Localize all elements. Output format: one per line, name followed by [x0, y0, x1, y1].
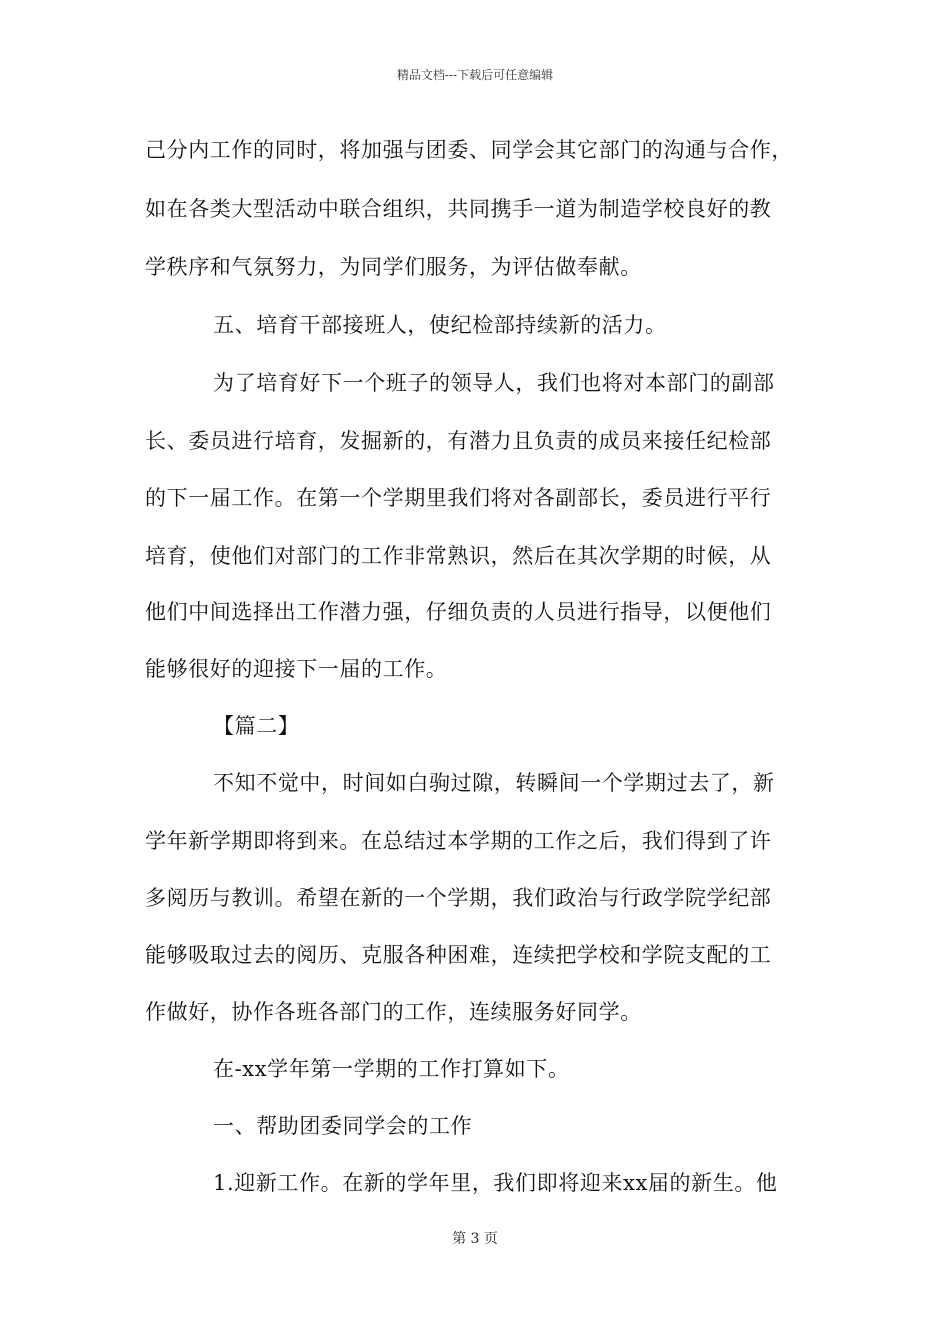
- text-line: 长、委员进行培育，发掘新的，有潜力且负责的成员来接任纪检部: [145, 429, 772, 453]
- section-heading: 五、培育干部接班人，使纪检部持续新的活力。: [213, 313, 667, 337]
- text-line: 1.迎新工作。在新的学年里，我们即将迎来xx届的新生。他: [213, 1171, 778, 1195]
- part-heading: 【篇二】: [213, 714, 300, 738]
- page-header: 精品文档---下载后可任意编辑: [396, 68, 554, 82]
- text-line: 不知不觉中，时间如白驹过隙，转瞬间一个学期过去了，新: [213, 771, 775, 795]
- text-line: 如在各类大型活动中联合组织，共同携手一道为制造学校良好的教: [145, 197, 772, 221]
- text-line: 他们中间选择出工作潜力强，仔细负责的人员进行指导，以便他们: [145, 600, 772, 624]
- text-line: 培育，使他们对部门的工作非常熟识，然后在其次学期的时候，从: [145, 544, 772, 568]
- page-number: 第 3 页: [452, 1231, 498, 1247]
- text-line: 学秩序和气氛努力，为同学们服务，为评估做奉献。: [145, 255, 642, 279]
- text-line: 的下一届工作。在第一个学期里我们将对各副部长，委员进行平行: [145, 486, 772, 510]
- text-line: 为了培育好下一个班子的领导人，我们也将对本部门的副部: [213, 371, 775, 395]
- text-line: 能够很好的迎接下一届的工作。: [145, 657, 448, 681]
- text-line: 作做好，协作各班各部门的工作，连续服务好同学。: [145, 1000, 642, 1024]
- section-heading: 一、帮助团委同学会的工作: [213, 1114, 473, 1138]
- text-line: 在-xx学年第一学期的工作打算如下。: [213, 1057, 570, 1081]
- text-line: 学年新学期即将到来。在总结过本学期的工作之后，我们得到了许: [145, 829, 772, 853]
- text-line: 能够吸取过去的阅历、克服各种困难，连续把学校和学院支配的工: [145, 943, 772, 967]
- text-line: 己分内工作的同时，将加强与团委、同学会其它部门的沟通与合作，: [145, 138, 793, 162]
- text-line: 多阅历与教训。希望在新的一个学期，我们政治与行政学院学纪部: [145, 886, 772, 910]
